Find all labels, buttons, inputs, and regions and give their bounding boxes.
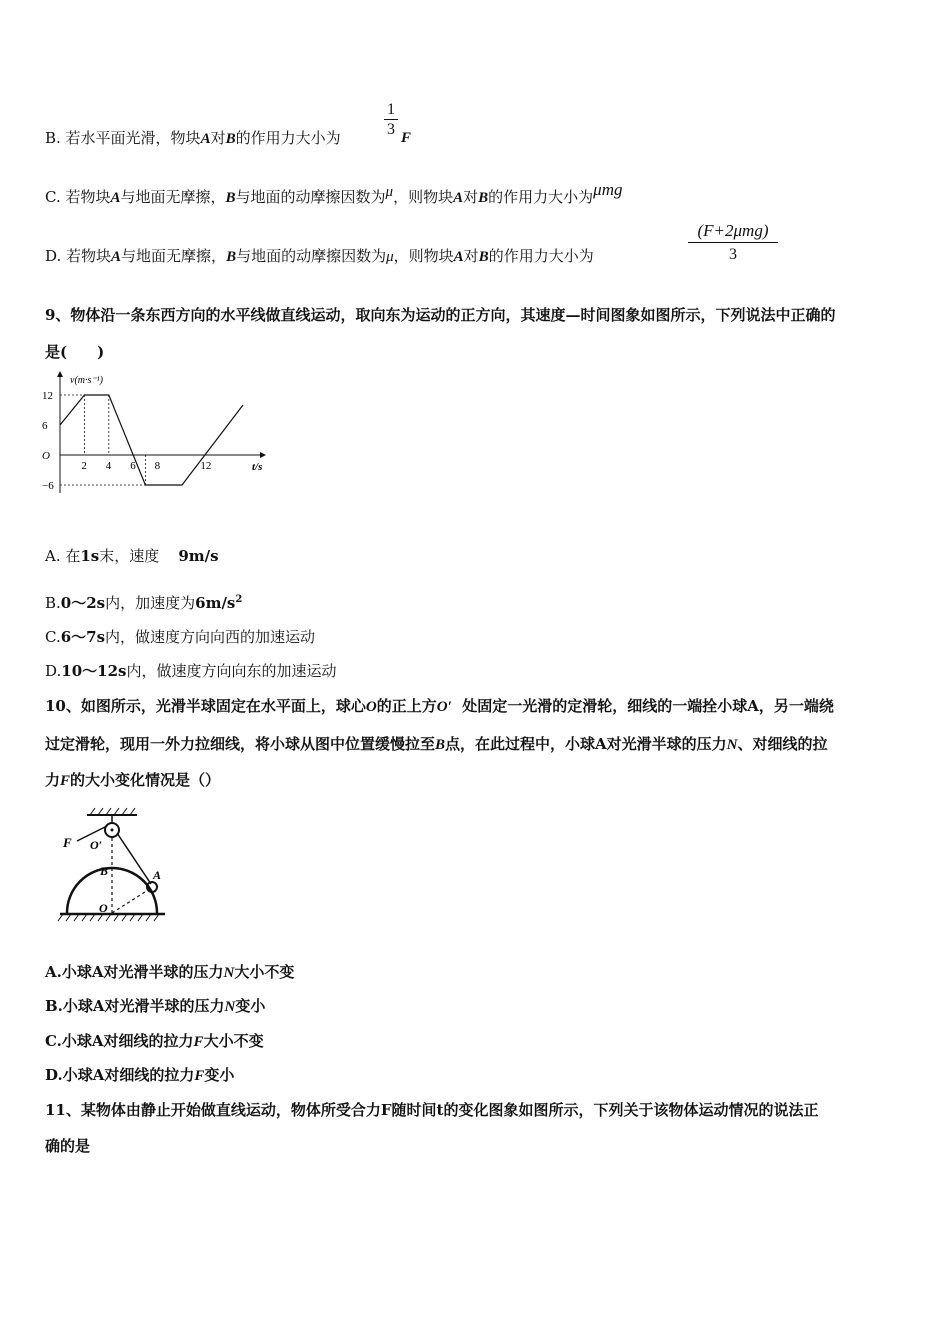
- q10-stem-line3: 力F的大小变化情况是（）: [45, 771, 221, 789]
- q11-stem-line1: 11、某物体由静止开始做直线运动，物体所受合力F随时间t的变化图象如图所示，下列关于该物体运动情况的说法正: [45, 1101, 819, 1119]
- velocity-time-graph: [40, 368, 280, 498]
- y-axis-label: v(m·s⁻¹): [70, 375, 103, 386]
- y-tick-label: O: [42, 450, 50, 462]
- y-tick-label: −6: [42, 480, 54, 492]
- q8d-fraction: (F+2μmg) 3: [688, 220, 778, 267]
- q10-option-c: C.小球A对细线的拉力F大小不变: [45, 1032, 264, 1050]
- q10-stem-line1: 10、如图所示，光滑半球固定在水平面上，球心O的正上方O′ 处固定一光滑的定滑轮，细线的一端拴小球A，另一端绕: [45, 697, 834, 715]
- label-o-prime: O′: [90, 838, 103, 852]
- q8-option-b: B. 若水平面光滑，物块A对B的作用力大小为: [45, 129, 341, 147]
- y-tick-label: 6: [42, 420, 48, 432]
- label-o: O: [99, 901, 108, 915]
- q9-option-b: B.0～2s内，加速度为$6m/s^2$: [45, 594, 243, 612]
- x-axis-label: t/s: [252, 461, 263, 473]
- q10-option-a: A.小球A对光滑半球的压力N大小不变: [45, 963, 295, 981]
- q9-option-d: D.10～12s内，做速度方向向东的加速运动: [45, 662, 337, 680]
- q10-stem-line2: 过定滑轮，现用一外力拉细线，将小球从图中位置缓慢拉至B点，在此过程中，小球A对光滑半球的压力N、对细线的拉: [45, 735, 828, 753]
- q8-option-c: C. 若物块A与地面无摩擦，B与地面的动摩擦因数为μ，则物块A对B的作用力大小为μmg: [45, 180, 623, 206]
- q9-option-a: A. 在1s末，速度 9m/s: [45, 547, 219, 565]
- velocity-series-line: [60, 395, 243, 485]
- string-to-ball: [117, 833, 151, 884]
- y-tick-label: 12: [42, 390, 53, 402]
- q9-option-c: C.6～7s内，做速度方向向西的加速运动: [45, 628, 316, 646]
- x-tick-label: 8: [154, 460, 161, 472]
- q8b-force-symbol: F: [401, 130, 412, 146]
- q9-stem-line2: 是( ): [45, 343, 105, 361]
- x-tick-label: 4: [105, 460, 112, 472]
- label-b: B: [100, 864, 109, 878]
- q8b-fraction: 1 3: [384, 101, 398, 140]
- q11-stem-line2: 确的是: [45, 1137, 91, 1155]
- label-f: F: [63, 835, 72, 850]
- q8-option-d: D. 若物块A与地面无摩擦，B与地面的动摩擦因数为μ，则物块A对B的作用力大小为: [45, 247, 594, 265]
- label-a: A: [153, 868, 162, 882]
- q10-option-b: B.小球A对光滑半球的压力N变小: [45, 997, 266, 1015]
- q10-option-d: D.小球A对细线的拉力F变小: [45, 1066, 235, 1084]
- hemisphere-pulley-figure: [45, 805, 175, 930]
- x-tick-label: 2: [81, 460, 87, 472]
- q9-stem-line1: 9、物体沿一条东西方向的水平线做直线运动，取向东为运动的正方向，其速度—时间图象如图所示，下列说法中正确的: [45, 306, 836, 324]
- x-tick-label: 6: [130, 460, 136, 472]
- x-tick-label: 12: [200, 460, 212, 472]
